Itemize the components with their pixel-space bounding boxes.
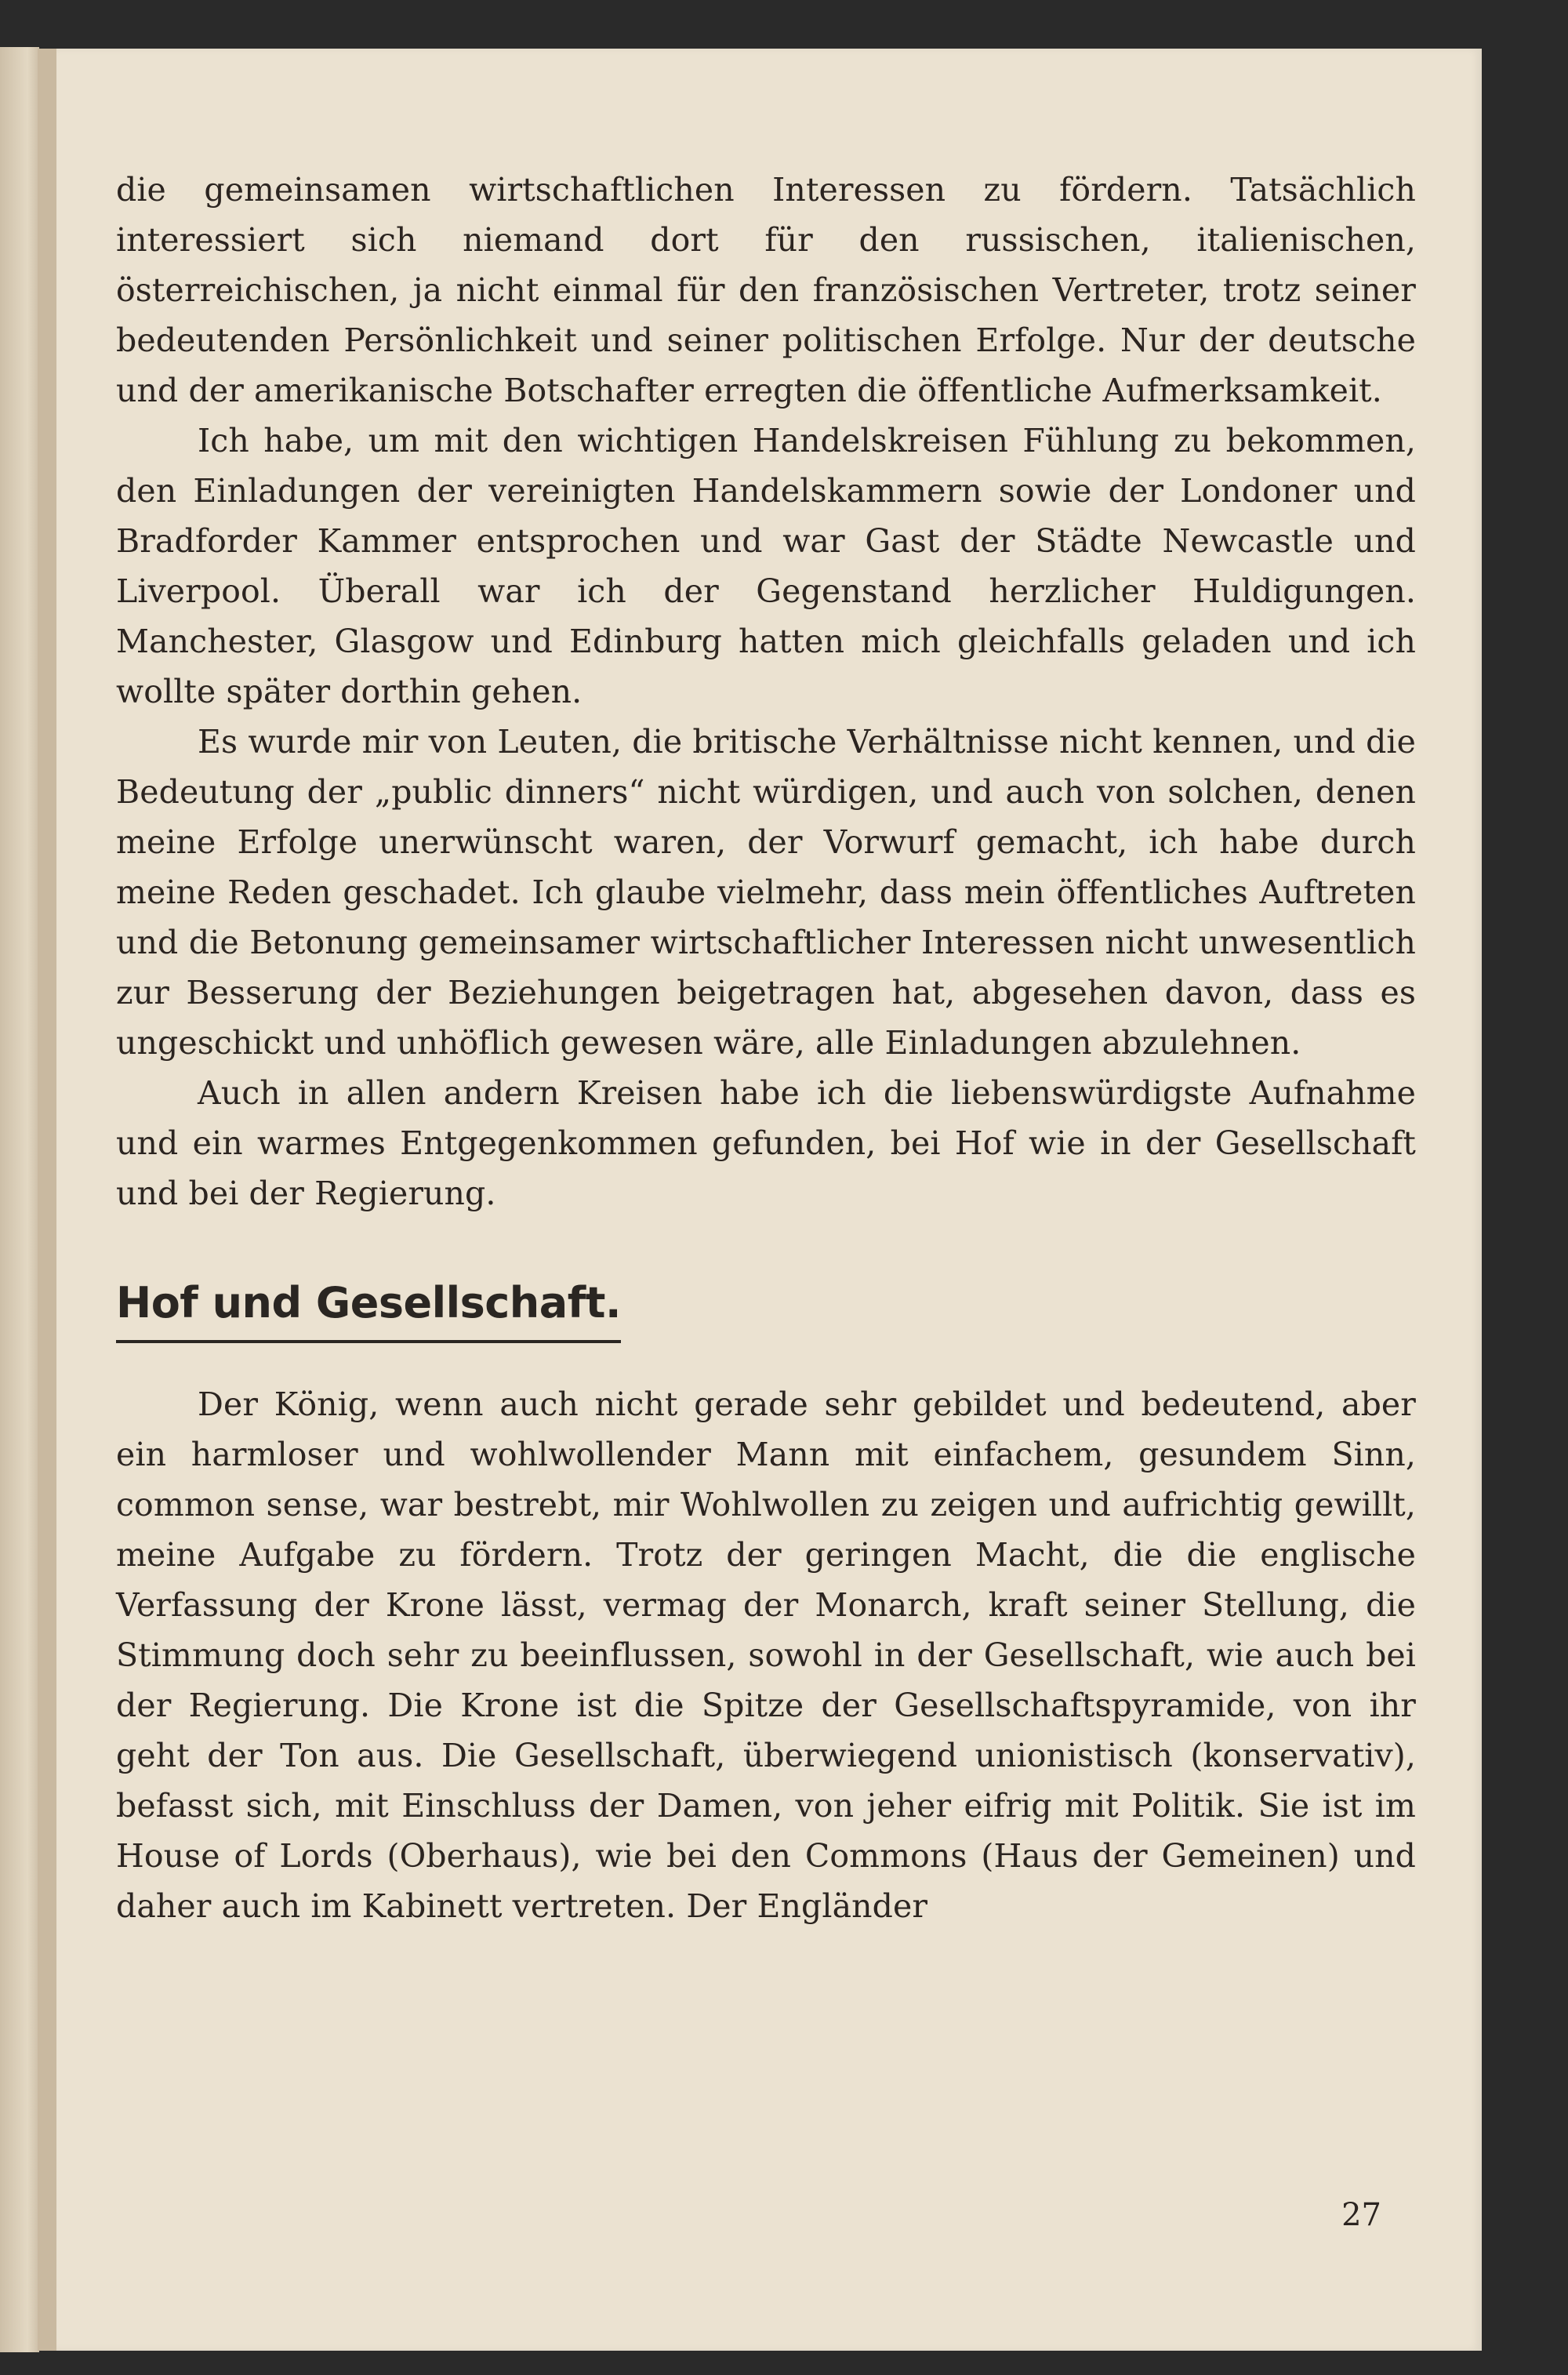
left-page-edge — [0, 47, 39, 2352]
page-number: 27 — [1341, 2197, 1381, 2233]
page-body — [116, 165, 1416, 1931]
paragraph-1: die gemeinsamen wirtschaftlichen Interessen zu fördern. Tatsächlich interessiert sich niemand dort für den russischen, italienischen, österreichischen, ja nicht einmal für den französischen Vertreter, trotz seiner bedeutenden Persönlichkeit und seiner politischen Erfolge. Nur der deutsche und der amerikanische Botschafter erregten die öffentliche Aufmerksamkeit. — [116, 171, 1416, 409]
section-heading-wrap — [116, 1278, 1416, 1343]
section-heading: Hof und Gesellschaft. — [116, 1278, 621, 1343]
paragraph-3: Es wurde mir von Leuten, die britische Verhältnisse nicht kennen, und die Bedeutung der „public dinners“ nicht würdigen, und auch von solchen, denen meine Erfolge unerwünscht waren, der Vorwurf gemacht, ich habe durch meine Reden geschadet. Ich glaube vielmehr, dass mein öffentliches Auftreten und die Betonung gemeinsamer wirtschaftlicher Interessen nicht unwesentlich zur Besserung der Beziehungen beigetragen hat, abgesehen davon, dass es ungeschickt und unhöflich gewesen wäre, alle Einladungen abzulehnen. — [116, 723, 1416, 1062]
book-page — [38, 49, 1482, 2351]
paragraph-4: Auch in allen andern Kreisen habe ich die liebenswürdigste Aufnahme und ein warmes Entgegenkommen gefunden, bei Hof wie in der Gesellschaft und bei der Regierung. — [116, 1074, 1416, 1212]
paragraph-5: Der König, wenn auch nicht gerade sehr gebildet und bedeutend, aber ein harmloser und wohlwollender Mann mit einfachem, gesundem Sinn, common sense, war bestrebt, mir Wohlwollen zu zeigen und aufrichtig gewillt, meine Aufgabe zu fördern. Trotz der geringen Macht, die die englische Verfassung der Krone lässt, vermag der Monarch, kraft seiner Stellung, die Stimmung doch sehr zu beeinflussen, sowohl in der Gesellschaft, wie auch bei der Regierung. Die Krone ist die Spitze der Gesellschaftspyramide, von ihr geht der Ton aus. Die Gesellschaft, überwiegend unionistisch (konservativ), befasst sich, mit Einschluss der Damen, von jeher eifrig mit Politik. Sie ist im House of Lords (Oberhaus), wie bei den Commons (Haus der Gemeinen) und daher auch im Kabinett vertreten. Der Engländer — [116, 1385, 1416, 1925]
paragraph-2: Ich habe, um mit den wichtigen Handelskreisen Fühlung zu bekommen, den Einladungen der vereinigten Handelskammern sowie der Londoner und Bradforder Kammer entsprochen und war Gast der Städte Newcastle und Liverpool. Überall war ich der Gegenstand herzlicher Huldigungen. Manchester, Glasgow und Edinburg hatten mich gleichfalls geladen und ich wollte später dorthin gehen. — [116, 422, 1416, 710]
